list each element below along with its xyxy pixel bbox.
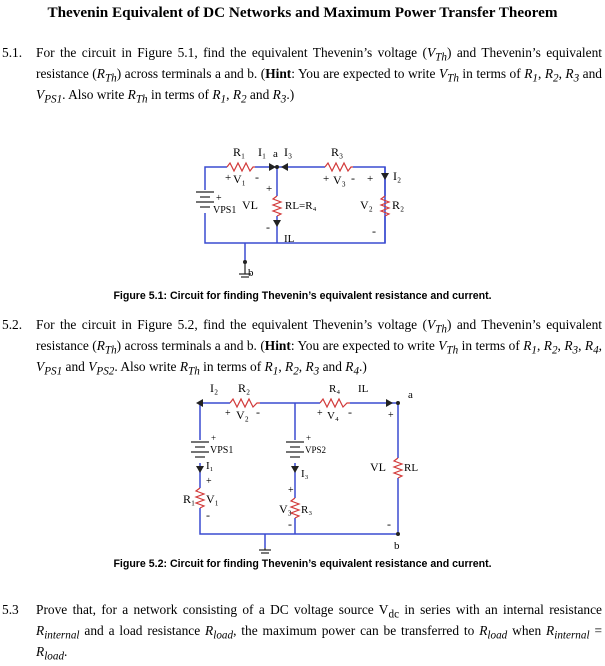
- label-r4: R₄: [329, 383, 341, 395]
- resistor-r3: [291, 498, 299, 518]
- label-b: b: [248, 267, 254, 279]
- current-arrow-il: [386, 399, 393, 407]
- sign-plus: +: [225, 172, 232, 184]
- sign-plus: +: [216, 193, 222, 204]
- figure-5-2-circuit: [180, 378, 440, 560]
- figure-5-1-caption: Figure 5.1: Circuit for finding Thevenin’s equivalent resistance and current.: [113, 290, 492, 302]
- sign-plus: +: [317, 408, 323, 419]
- problem-text: Prove that, for a network consisting of a DC voltage source $V_{dc}$ in series with an internal resistance $R_{internal}$ and a load resistance $R_{load}$, the maximum power can be transferred to $R_{load}$ when $R_{internal} = R_{load}$.: [36, 602, 603, 664]
- label-a: a: [273, 148, 278, 160]
- label-v3: V₃: [279, 502, 292, 516]
- terminal-b-node: [396, 532, 400, 536]
- label-r1: R₁: [233, 145, 246, 159]
- sign-plus: +: [225, 408, 231, 419]
- sign-minus: -: [387, 517, 391, 531]
- problem-number: 5.2.: [2, 317, 23, 332]
- sign-plus: +: [388, 410, 394, 421]
- label-v2: V₂: [236, 408, 249, 422]
- label-v3: V₃: [333, 173, 346, 187]
- resistor-r4: [320, 399, 350, 407]
- sign-plus: +: [323, 173, 330, 185]
- sign-minus: -: [206, 508, 210, 522]
- label-v1: V₁: [233, 172, 246, 186]
- sign-plus: +: [288, 485, 294, 496]
- label-i2: I₂: [393, 169, 402, 183]
- label-rl: RL: [404, 462, 419, 474]
- current-arrow-i1: [269, 163, 276, 171]
- label-a: a: [408, 389, 413, 401]
- figure-5-1-circuit: [170, 138, 440, 280]
- label-rl-r4: RL=R₄: [285, 200, 317, 212]
- label-b: b: [394, 540, 400, 552]
- sign-plus: +: [306, 433, 312, 443]
- sign-plus: +: [206, 476, 212, 487]
- label-v1: V₁: [206, 492, 219, 506]
- sign-minus: -: [348, 405, 352, 419]
- terminal-a-node: [396, 401, 400, 405]
- label-i1: I₁: [258, 145, 267, 159]
- terminal-a-node: [275, 165, 279, 169]
- battery-vps1: [196, 192, 214, 207]
- page-title: Thevenin Equivalent of DC Networks and Maximum Power Transfer Theorem: [47, 4, 558, 21]
- resistor-r1: [196, 488, 204, 508]
- label-il: IL: [358, 383, 369, 395]
- sign-plus: +: [266, 183, 273, 195]
- battery-vps2: [286, 442, 304, 457]
- label-vps1: VPS1: [210, 445, 234, 456]
- label-vl: VL: [370, 460, 386, 474]
- label-r1: R₁: [183, 492, 196, 506]
- resistor-r1: [227, 163, 255, 171]
- sign-minus: -: [255, 170, 259, 184]
- sign-minus: -: [351, 171, 355, 185]
- sign-plus: +: [367, 173, 374, 185]
- problem-number: 5.1.: [2, 45, 23, 60]
- label-i3: I₃: [301, 468, 309, 480]
- label-v4: V₄: [327, 410, 339, 422]
- label-i2: I₂: [210, 381, 219, 395]
- figure-5-2-caption: Figure 5.2: Circuit for finding Thevenin’s equivalent resistance and current.: [113, 558, 492, 570]
- battery-vps1: [191, 442, 209, 457]
- label-v2: V₂: [360, 198, 373, 212]
- problem-text: For the circuit in Figure 5.1, find the equivalent Thevenin’s voltage $(V_{Th})$ and Thevenin’s equivalent resistance $(R_{Th})$ across terminals a and b. (Hint: You are expected to write $V_{Th}$ in terms of $R_1$, $R_2$, $R_3$ and $V_{PS1}$. Also write $R_{Th}$ in terms of $R_1$, $R_2$ and $R_3$.): [36, 45, 603, 107]
- sign-minus: -: [372, 224, 376, 238]
- label-r2: R₂: [392, 198, 405, 212]
- label-il: IL: [284, 233, 295, 245]
- sign-minus: -: [256, 405, 260, 419]
- problem-number: 5.3: [2, 602, 19, 617]
- resistor-rl: [394, 458, 402, 478]
- label-r3: R₃: [331, 145, 344, 159]
- resistor-rl: [273, 196, 281, 216]
- sign-plus: +: [211, 433, 217, 443]
- label-i1: I₁: [206, 460, 214, 472]
- current-arrow-il: [273, 220, 281, 227]
- current-arrow-i1: [196, 466, 204, 473]
- current-arrow-i3: [291, 466, 299, 473]
- label-r2: R₂: [238, 381, 251, 395]
- label-r3: R₃: [301, 504, 313, 516]
- label-i3: I₃: [284, 145, 293, 159]
- label-vps2: VPS2: [305, 445, 327, 455]
- resistor-r3: [325, 163, 353, 171]
- sign-minus: -: [288, 517, 292, 531]
- label-vps1: VPS1: [213, 205, 237, 216]
- label-vl: VL: [242, 198, 258, 212]
- sign-minus: -: [266, 220, 270, 234]
- ground-symbol: [259, 548, 271, 553]
- problem-text: For the circuit in Figure 5.2, find the equivalent Thevenin’s voltage $(V_{Th})$ and Thevenin’s equivalent resistance $(R_{Th})$ across terminals a and b. (Hint: You are expected to write $V_{Th}$ in terms of $R_1$, $R_2$, $R_3$, $R_4$, $V_{PS1}$ and $V_{PS2}$. Also write $R_{Th}$ in terms of $R_1$, $R_2$, $R_3$ and $R_4$.): [36, 317, 603, 379]
- current-arrow-i3: [281, 163, 288, 171]
- current-arrow-i2: [381, 173, 389, 180]
